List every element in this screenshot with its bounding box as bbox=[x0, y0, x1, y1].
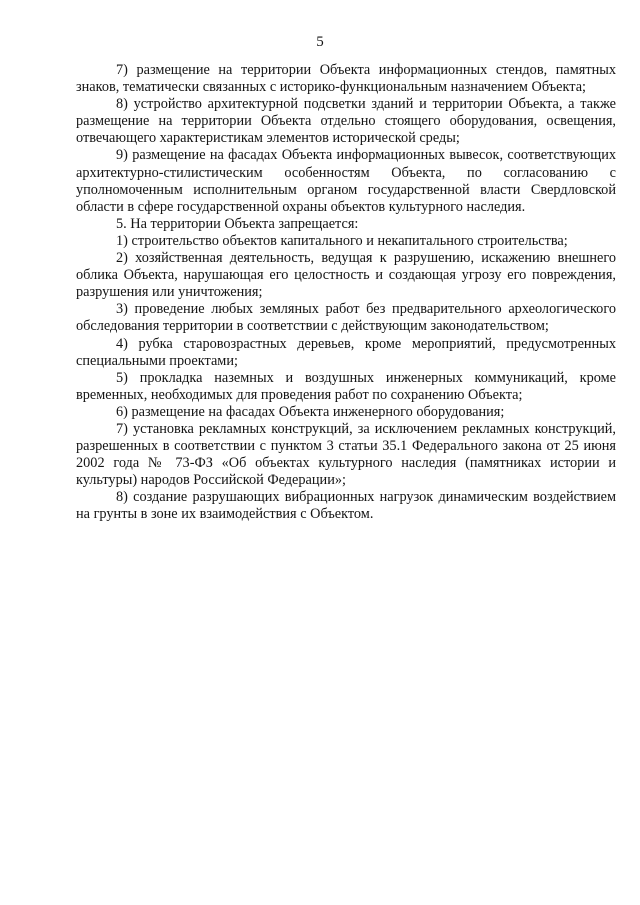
paragraph-prohibited-3: 3) проведение любых земляных работ без предварительного археологического обследования территории в соответствии с действующим законодательством; bbox=[76, 301, 616, 335]
paragraph-item-9-signage: 9) размещение на фасадах Объекта информационных вывесок, соответствующих архитектурно-стилистическим особенностям Объекта, по согласованию с уполномоченным исполнительным органом государственной власти Свердловской области в сфере государственной охраны объектов культурного наследия. bbox=[76, 147, 616, 215]
document-body bbox=[76, 62, 616, 524]
paragraph-item-7-stands: 7) размещение на территории Объекта информационных стендов, памятных знаков, тематически связанных с историко-функциональным назначением Объекта; bbox=[76, 62, 616, 96]
paragraph-prohibited-4: 4) рубка старовозрастных деревьев, кроме мероприятий, предусмотренных специальными проектами; bbox=[76, 335, 616, 369]
paragraph-prohibited-2: 2) хозяйственная деятельность, ведущая к разрушению, искажению внешнего облика Объекта, нарушающая его целостность и создающая угрозу его повреждения, разрушения или уничтожения; bbox=[76, 250, 616, 301]
paragraph-prohibited-8: 8) создание разрушающих вибрационных нагрузок динамическим воздействием на грунты в зоне их взаимодействия с Объектом. bbox=[76, 489, 616, 523]
page-number: 5 bbox=[316, 34, 324, 50]
paragraph-prohibited-6: 6) размещение на фасадах Объекта инженерного оборудования; bbox=[116, 403, 505, 420]
paragraph-prohibited-5: 5) прокладка наземных и воздушных инженерных коммуникаций, кроме временных, необходимых для проведения работ по сохранению Объекта; bbox=[76, 369, 616, 403]
paragraph-prohibited-7: 7) установка рекламных конструкций, за исключением рекламных конструкций, разрешенных в соответствии с пунктом 3 статьи 35.1 Федерального закона от 25 июня 2002 года № 73-ФЗ «Об объектах культурного наследия (памятниках истории и культуры) народов Российской Федерации»; bbox=[76, 420, 616, 489]
paragraph-item-8-lighting: 8) устройство архитектурной подсветки зданий и территории Объекта, а также размещение на территории Объекта отдельно стоящего оборудования, освещения, отвечающего характеристикам элементов исторической среды; bbox=[76, 96, 616, 147]
paragraph-prohibited-1: 1) строительство объектов капитального и некапитального строительства; bbox=[116, 232, 568, 249]
section-heading-prohibited: 5. На территории Объекта запрещается: bbox=[116, 215, 359, 232]
